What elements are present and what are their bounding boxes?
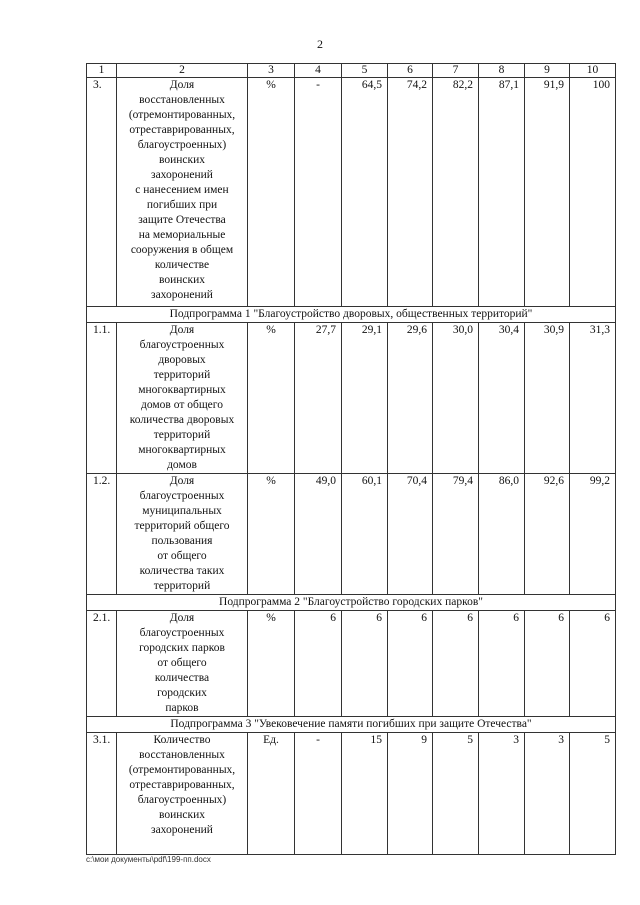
header-row <box>87 64 616 78</box>
row-number: 1.1. <box>87 323 117 474</box>
value-col-5: 60,1 <box>342 474 388 595</box>
header-cell-6: 6 <box>388 64 433 78</box>
value-col-7: 5 <box>433 733 479 855</box>
subprogram-row <box>87 307 616 323</box>
value-col-4: 27,7 <box>295 323 342 474</box>
value-col-6: 6 <box>388 611 433 717</box>
indicator-name: Доля благоустроенных муниципальных территорий общего пользования от общего количества таких территорий <box>117 474 248 595</box>
document-file-path: c:\мои документы\pdf\199-пп.docx <box>86 855 211 864</box>
header-cell-4: 4 <box>295 64 342 78</box>
value-col-9: 6 <box>525 611 570 717</box>
value-col-5: 15 <box>342 733 388 855</box>
page-number: 2 <box>317 37 323 51</box>
value-col-6: 9 <box>388 733 433 855</box>
value-col-9: 91,9 <box>525 78 570 307</box>
value-col-8: 30,4 <box>479 323 525 474</box>
value-col-9: 3 <box>525 733 570 855</box>
row-number: 1.2. <box>87 474 117 595</box>
value-col-6: 74,2 <box>388 78 433 307</box>
subprogram-title: Подпрограмма 3 "Увековечение памяти погибших при защите Отечества" <box>87 717 616 733</box>
row-number: 3. <box>87 78 117 307</box>
table-row <box>87 733 616 855</box>
value-col-10: 99,2 <box>570 474 616 595</box>
subprogram-title: Подпрограмма 1 "Благоустройство дворовых, общественных территорий" <box>87 307 616 323</box>
indicator-name: Количество восстановленных (отремонтированных, отреставрированных, благоустроенных) воинских захоронений <box>117 733 248 855</box>
indicator-name: Доля благоустроенных городских парков от общего количества городских парков <box>117 611 248 717</box>
header-cell-5: 5 <box>342 64 388 78</box>
unit-cell: % <box>248 474 295 595</box>
value-col-6: 70,4 <box>388 474 433 595</box>
value-col-8: 3 <box>479 733 525 855</box>
unit-cell: % <box>248 611 295 717</box>
subprogram-row <box>87 717 616 733</box>
value-col-5: 6 <box>342 611 388 717</box>
value-col-5: 64,5 <box>342 78 388 307</box>
value-col-4: - <box>295 733 342 855</box>
value-col-4: - <box>295 78 342 307</box>
value-col-10: 5 <box>570 733 616 855</box>
value-col-4: 6 <box>295 611 342 717</box>
value-col-8: 6 <box>479 611 525 717</box>
value-col-5: 29,1 <box>342 323 388 474</box>
unit-cell: Ед. <box>248 733 295 855</box>
value-col-7: 6 <box>433 611 479 717</box>
value-col-6: 29,6 <box>388 323 433 474</box>
header-cell-1: 1 <box>87 64 117 78</box>
value-col-7: 79,4 <box>433 474 479 595</box>
table-row <box>87 323 616 474</box>
header-cell-9: 9 <box>525 64 570 78</box>
value-col-10: 100 <box>570 78 616 307</box>
table-row <box>87 78 616 307</box>
subprogram-title: Подпрограмма 2 "Благоустройство городских парков" <box>87 595 616 611</box>
value-col-7: 82,2 <box>433 78 479 307</box>
header-cell-8: 8 <box>479 64 525 78</box>
value-col-10: 31,3 <box>570 323 616 474</box>
indicators-table <box>86 63 616 855</box>
header-cell-10: 10 <box>570 64 616 78</box>
indicator-name: Доля восстановленных (отремонтированных, отреставрированных, благоустроенных) воинских захоронений с нанесением имен погибших при защите Отечества на мемориальные сооружения в общем количестве воинских захоронений <box>117 78 248 307</box>
row-number: 3.1. <box>87 733 117 855</box>
subprogram-row <box>87 595 616 611</box>
value-col-4: 49,0 <box>295 474 342 595</box>
header-cell-7: 7 <box>433 64 479 78</box>
value-col-8: 87,1 <box>479 78 525 307</box>
value-col-10: 6 <box>570 611 616 717</box>
value-col-7: 30,0 <box>433 323 479 474</box>
indicator-name: Доля благоустроенных дворовых территорий многоквартирных домов от общего количества дворовых территорий многоквартирных домов <box>117 323 248 474</box>
value-col-9: 92,6 <box>525 474 570 595</box>
table-row <box>87 611 616 717</box>
unit-cell: % <box>248 78 295 307</box>
value-col-9: 30,9 <box>525 323 570 474</box>
row-number: 2.1. <box>87 611 117 717</box>
table-row <box>87 474 616 595</box>
value-col-8: 86,0 <box>479 474 525 595</box>
unit-cell: % <box>248 323 295 474</box>
header-cell-3: 3 <box>248 64 295 78</box>
header-cell-2: 2 <box>117 64 248 78</box>
